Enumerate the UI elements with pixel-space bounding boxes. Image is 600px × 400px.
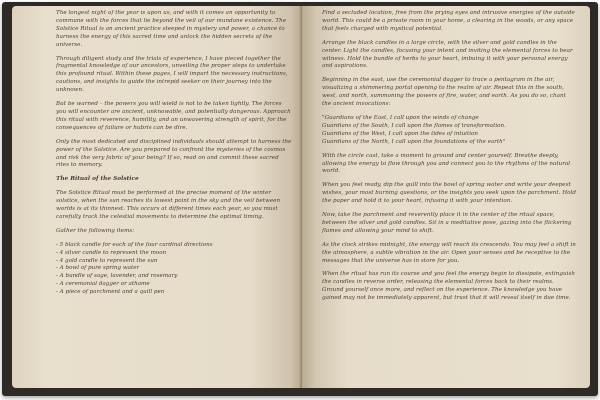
invocation-block [322, 115, 576, 147]
invocation-line: "Guardians of the East, I call upon the winds of change [322, 114, 479, 121]
left-page [12, 6, 302, 388]
left-paragraph-2: Through diligent study and the trials of experience, I have pieced together the fragmental knowledge of our ancestors, unveiling the proper steps to undertake this profound ritual. Within these pages, I will impart the necessary instructions, cautions, and insights to guide the intrepid seeker on their journey into the unknown. [56, 55, 288, 94]
right-paragraph-7: As the clock strikes midnight, the energy will reach its crescendo. You may feel a shift in the atmosphere, a subtle vibration in the air. Open your senses and be receptive to the messages that the universe has in store for you. [322, 241, 576, 264]
ritual-paragraph: The Solstice Ritual must be performed at the precise moment of the winter solstice, when the sun reaches its lowest point in the sky and the veil between worlds is at its thinnest. This occurs at different times each year, so you must carefully track the celestial movements to determine the optimal timing. [56, 190, 281, 220]
section-title: The Ritual of the Solstice [56, 176, 139, 183]
list-item: - A bundle of sage, lavender, and rosemary [56, 273, 178, 280]
right-paragraph-5: When you feel ready, dip the quill into the bowl of spring water and write your deepest wishes, your most burning questions, or the insights you seek upon the parchment. Hold the paper and hold it to your heart, infusing it with your intention. [322, 182, 576, 205]
right-paragraph-1: Find a secluded location, free from the prying eyes and intrusive energies of the outside world. This could be a private room in your home, a clearing in the woods, or any space that feels charged with mystical potential. [322, 10, 575, 32]
right-paragraph-3: Beginning in the east, use the ceremonial dagger to trace a pentagram in the air, visualizing a shimmering portal opening to the realm of air. Repeat this in the south, west, and north, summoning the powers of fire, water, and earth. As you do so, chant the ancient invocations: [322, 77, 566, 108]
gather-intro: Gather the following items: [56, 227, 135, 234]
right-paragraph-8: When the ritual has run its course and you feel the energy begin to dissipate, extinguish the candles in reverse order, releasing the elemental forces back to their realms. Ground yourself once more, and reflect on the experience. The knowledge you have gained may not be immediately apparent, but trust that it will reveal itself in due time. [322, 271, 575, 302]
book [2, 2, 598, 396]
right-paragraph-6: Now, take the parchment and reverently place it in the center of the ritual space, between the silver and gold candles. Sit in a meditative pose, gazing into the flickering flames and allowing your mind to shift. [322, 212, 572, 234]
right-paragraph-4: With the circle cast, take a moment to ground and center yourself. Breathe deeply, allowing the energy to flow through you and connect you to the rhythms of the natural world. [322, 152, 571, 175]
list-item: - A bowl of pure spring water [56, 265, 140, 272]
invocation-line: Guardians of the West, I call upon the tides of intuition [322, 130, 478, 137]
list-item: - 5 black candle for each of the four cardinal directions [56, 241, 213, 248]
invocation-line: Guardians of the North, I call upon the foundations of the earth" [322, 138, 506, 145]
item-list [56, 242, 292, 297]
list-item: - A ceremonial dagger or athame [56, 281, 150, 288]
list-item: - 4 silver candle to represent the moon [56, 249, 167, 256]
left-paragraph-3: But be warned – the powers you will wield is not to be taken lightly. The forces you will encounter are ancient, unknowable, and potentially dangerous. Approach this ritual with reverence, humility, and an unwavering strength of spirit, for the consequences of failure or hubris can be dire. [56, 101, 291, 131]
invocation-line: Guardians of the South, I call upon the flames of transformation. [322, 122, 506, 129]
left-paragraph-4: Only the most dedicated and disciplined individuals should attempt to harness the power of the Solstice. Are you prepared to confront the mysteries of the cosmos and risk the very fabric of your being? If so, read on and commit these sacred rites to memory. [56, 138, 292, 169]
left-paragraph-1: The longest night of the year is upon us, and with it comes an opportunity to commune with the forces that lie beyond the veil of our mundane existence. The Solstice Ritual is an ancient practice steeped in mystery and power, a chance to harness the energy of this sacred time and unlock the hidden secrets of the universe. [56, 10, 287, 48]
right-page [302, 6, 590, 388]
list-item: - 4 gold candle to represent the sun [56, 257, 158, 264]
right-paragraph-2: Arrange the black candles in a large circle, with the silver and gold candles in the center. Light the candles, focusing your intent and inviting the elemental forces to bear witness. Hold the bundle of herbs to your heart, imbuing it with your personal energy and aspirations. [322, 39, 573, 70]
list-item: - A piece of parchment and a quill pen [56, 289, 165, 296]
